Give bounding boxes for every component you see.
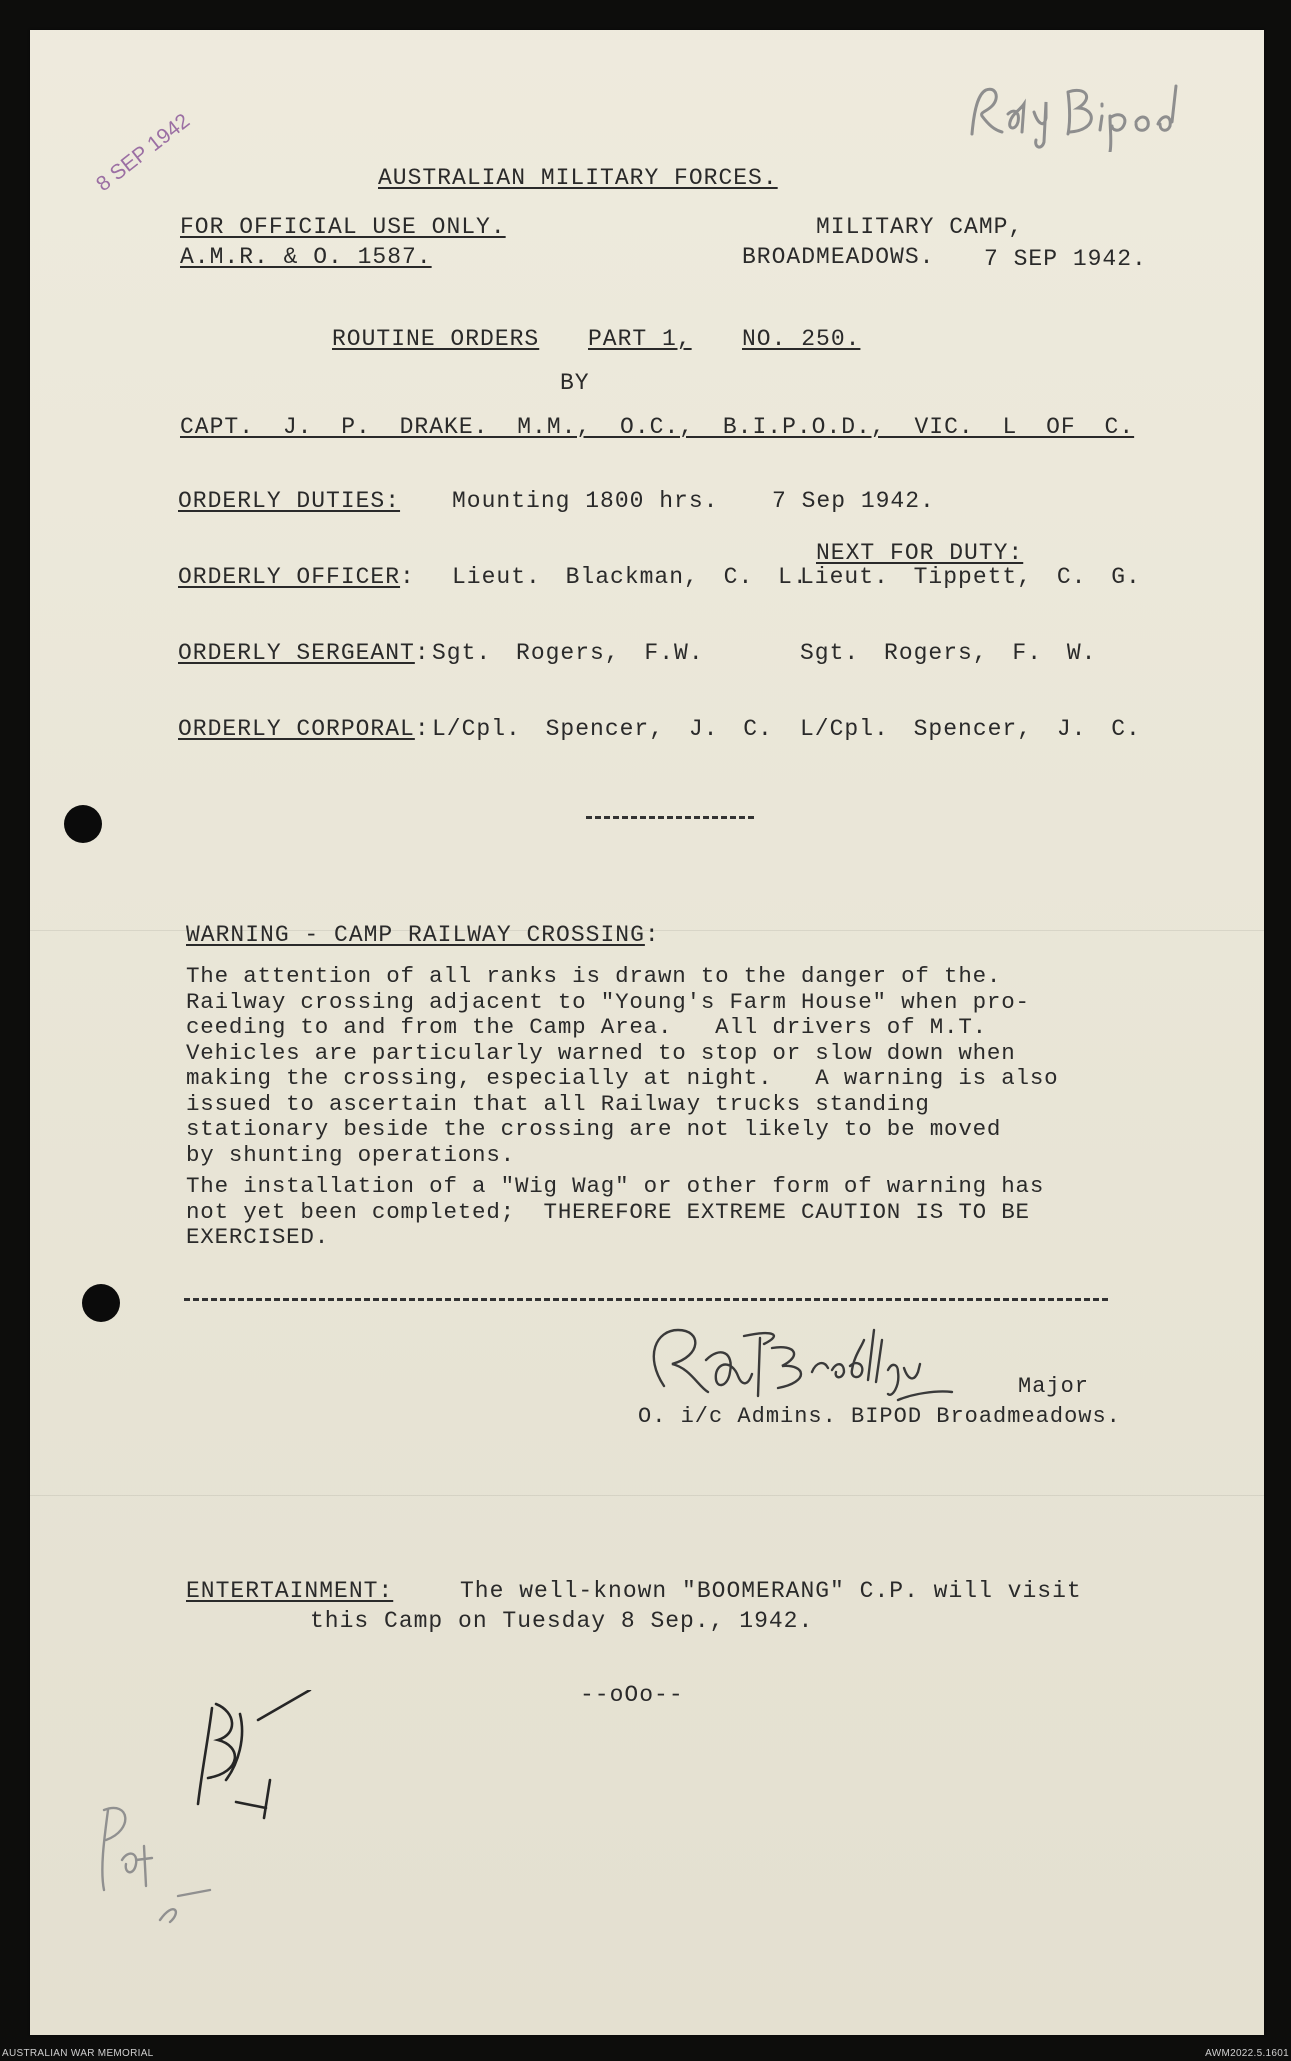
entertainment-label: ENTERTAINMENT: bbox=[186, 1578, 394, 1604]
location-line-2: BROADMEADOWS. bbox=[742, 244, 935, 270]
reference-number: A.M.R. & O. 1587. bbox=[180, 244, 432, 270]
order-date: 7 SEP 1942. bbox=[984, 246, 1147, 272]
current-duty-corporal: L/Cpl. Spencer, J. C. bbox=[432, 716, 773, 742]
handwritten-initials bbox=[90, 1690, 330, 1930]
duty-label: ORDERLY SERGEANT: bbox=[178, 640, 430, 666]
duty-label: ORDERLY OFFICER: bbox=[178, 564, 415, 590]
next-duty-officer: Lieut. Tippett, C. G. bbox=[800, 564, 1141, 590]
duty-date: 7 Sep 1942. bbox=[772, 488, 935, 514]
received-date-stamp: 8 SEP 1942 bbox=[92, 109, 195, 197]
punch-hole bbox=[64, 805, 102, 843]
entertainment-line-1: The well-known "BOOMERANG" C.P. will visit bbox=[460, 1578, 1082, 1604]
fold-line bbox=[30, 1495, 1264, 1496]
next-duty-corporal: L/Cpl. Spencer, J. C. bbox=[800, 716, 1141, 742]
document-title: AUSTRALIAN MILITARY FORCES. bbox=[378, 165, 778, 191]
closing-mark: --oOo-- bbox=[580, 1682, 684, 1708]
next-duty-sergeant: Sgt. Rogers, F. W. bbox=[800, 640, 1097, 666]
current-duty-officer: Lieut. Blackman, C. L. bbox=[452, 564, 808, 590]
duty-label: ORDERLY CORPORAL: bbox=[178, 716, 430, 742]
routine-orders-title: ROUTINE ORDERS bbox=[332, 326, 540, 352]
location-line-1: MILITARY CAMP, bbox=[816, 214, 1024, 240]
handwritten-signature bbox=[636, 1316, 1016, 1412]
warning-paragraph-1: The attention of all ranks is drawn to the danger of the. Railway crossing adjacent to "Young's Farm House" when pro- ceeding to and from the Camp Area. All drivers of M.T. Vehicles are particularly warned to stop or slow down when making the crossing, especially at night. A warning is also issued to ascertain that all Railway trucks standing stationary beside the crossing are not likely to be moved by shunting operations. bbox=[186, 963, 1059, 1168]
signatory-rank: Major bbox=[1018, 1374, 1090, 1399]
pencil-annotation bbox=[960, 72, 1220, 152]
entertainment-line-2: this Camp on Tuesday 8 Sep., 1942. bbox=[310, 1608, 814, 1634]
section-divider bbox=[184, 1298, 1108, 1301]
warning-paragraph-2: The installation of a "Wig Wag" or other form of warning has not yet been completed; THEREFORE EXTREME CAUTION IS TO BE EXERCISED. bbox=[186, 1173, 1045, 1250]
by-line: BY bbox=[560, 370, 590, 396]
routine-orders-number: NO. 250. bbox=[742, 326, 861, 352]
next-for-duty-heading: NEXT FOR DUTY: bbox=[816, 540, 1024, 566]
warning-heading: WARNING - CAMP RAILWAY CROSSING: bbox=[186, 922, 660, 948]
orderly-duties-label: ORDERLY DUTIES: bbox=[178, 488, 401, 514]
footer-accession-number: AWM2022.5.1601 bbox=[1205, 2048, 1289, 2059]
current-duty-sergeant: Sgt. Rogers, F.W. bbox=[432, 640, 704, 666]
punch-hole bbox=[82, 1284, 120, 1322]
mounting-time: Mounting 1800 hrs. bbox=[452, 488, 719, 514]
routine-orders-part: PART 1, bbox=[588, 326, 692, 352]
section-divider bbox=[586, 816, 754, 819]
classification: FOR OFFICIAL USE ONLY. bbox=[180, 214, 506, 240]
signatory-position: O. i/c Admins. BIPOD Broadmeadows. bbox=[638, 1404, 1121, 1429]
issuing-authority: CAPT. J. P. DRAKE. M.M., O.C., B.I.P.O.D., VIC. L OF C. bbox=[180, 414, 1135, 440]
footer-archive-name: AUSTRALIAN WAR MEMORIAL bbox=[2, 2048, 154, 2059]
